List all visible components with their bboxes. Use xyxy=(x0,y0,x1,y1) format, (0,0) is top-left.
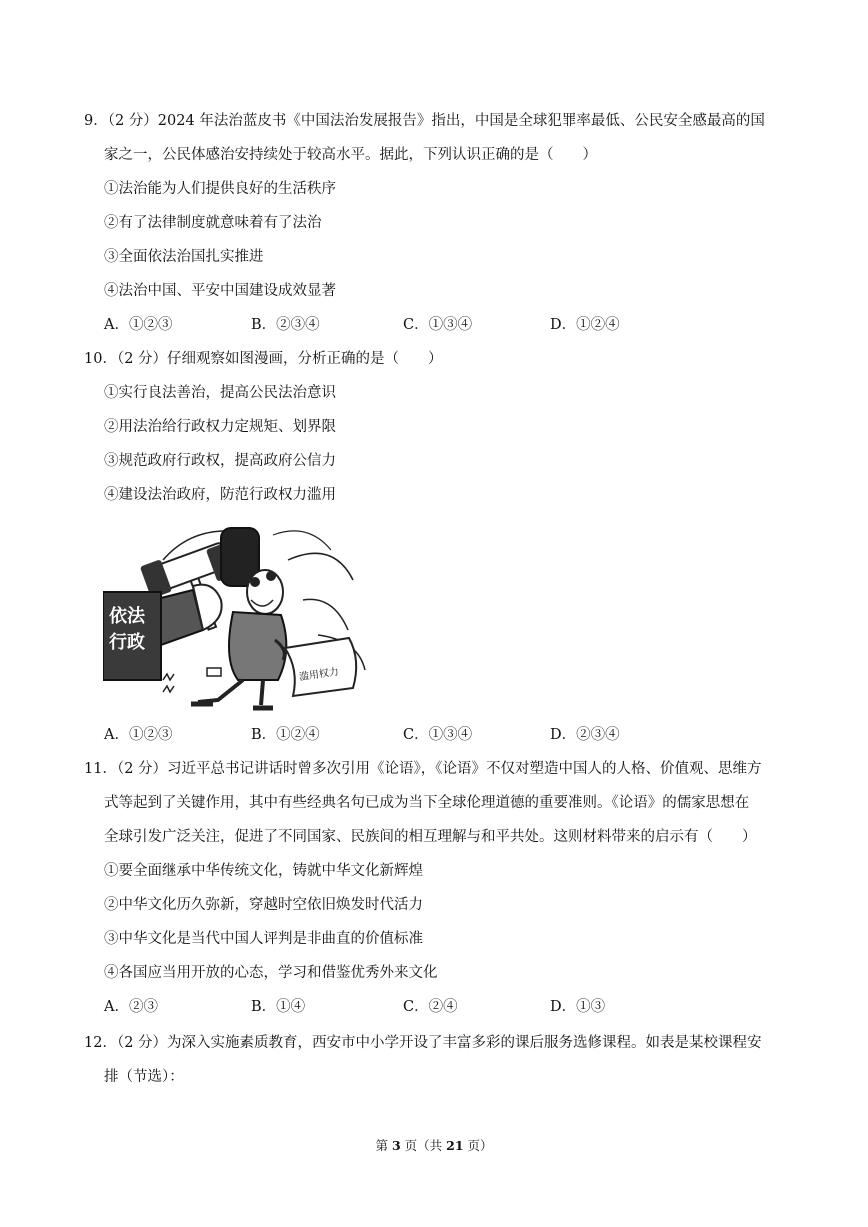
option-statement: ③中华文化是当代中国人评判是非曲直的价值标准 xyxy=(104,931,423,947)
footer-page-number: 3 xyxy=(391,1138,401,1153)
option-statement: ②中华文化历久弥新，穿越时空依旧焕发时代活力 xyxy=(104,897,423,913)
question-stem-line: 12．（2 分）为深入实施素质教育，西安市中小学开设了丰富多彩的课后服务选修课程。如表是某校课程安 xyxy=(84,1035,762,1051)
choice-b[interactable]: B．①④ xyxy=(251,999,306,1015)
footer-middle: 页（共 xyxy=(400,1138,447,1153)
choice-c[interactable]: C．②④ xyxy=(403,999,458,1015)
option-statement: ①法治能为人们提供良好的生活秩序 xyxy=(104,181,336,197)
question-stem-line: 11．（2 分）习近平总书记讲话时曾多次引用《论语》，《论语》不仅对塑造中国人的人格、价值观、思维方 xyxy=(84,761,762,777)
answer-choices xyxy=(84,308,786,342)
option-statement: ④建设法治政府，防范行政权力滥用 xyxy=(104,487,336,503)
choice-d[interactable]: D．①③ xyxy=(550,999,606,1015)
option-statement: ④各国应当用开放的心态，学习和借鉴优秀外来文化 xyxy=(104,965,438,981)
question-10-choices xyxy=(84,718,786,752)
option-statement: ③全面依法治国扎实推进 xyxy=(104,249,264,265)
question-stem-line: 家之一，公民体感治安持续处于较高水平。据此，下列认识正确的是（ ） xyxy=(104,147,597,163)
answer-choices xyxy=(84,718,786,752)
footer-suffix: 页） xyxy=(463,1138,493,1153)
choice-b[interactable]: B．②③④ xyxy=(251,317,320,333)
choice-d[interactable]: D．②③④ xyxy=(550,727,620,743)
question-12 xyxy=(84,1026,786,1094)
question-9 xyxy=(84,104,786,342)
cartoon-sign-text: 行政 xyxy=(109,632,145,653)
question-11 xyxy=(84,752,786,1024)
question-stem-line: 9．（2 分）2024 年法治蓝皮书《中国法治发展报告》指出，中国是全球犯罪率最低、公民安全感最高的国 xyxy=(84,113,765,129)
choice-c[interactable]: C．①③④ xyxy=(403,317,473,333)
cartoon-paper-text: 滥用权力 xyxy=(298,666,340,684)
cartoon-sign-text: 依法 xyxy=(109,606,145,627)
choice-a[interactable]: A．①②③ xyxy=(104,317,173,333)
question-stem-line: 式等起到了关键作用，其中有些经典名句已成为当下全球伦理道德的重要准则。《论语》的儒家思想在 xyxy=(104,795,750,811)
page-footer xyxy=(0,1136,868,1154)
answer-choices xyxy=(84,990,786,1024)
choice-c[interactable]: C．①③④ xyxy=(403,727,473,743)
footer-prefix: 第 xyxy=(375,1138,392,1153)
question-stem-line: 排（节选）： xyxy=(104,1069,184,1085)
choice-a[interactable]: A．②③ xyxy=(104,999,158,1015)
choice-d[interactable]: D．①②④ xyxy=(550,317,620,333)
choice-a[interactable]: A．①②③ xyxy=(104,727,173,743)
choice-b[interactable]: B．①②④ xyxy=(251,727,320,743)
option-statement: ①要全面继承中华传统文化，铸就中华文化新辉煌 xyxy=(104,863,423,879)
option-statement: ②有了法律制度就意味着有了法治 xyxy=(104,215,322,231)
question-10 xyxy=(84,342,786,512)
option-statement: ④法治中国、平安中国建设成效显著 xyxy=(104,283,336,299)
cartoon-image xyxy=(103,520,373,712)
question-stem-line: 全球引发广泛关注，促进了不同国家、民族间的相互理解与和平共处。这则材料带来的启示有（ ） xyxy=(104,829,757,845)
option-statement: ①实行良法善治，提高公民法治意识 xyxy=(104,385,336,401)
option-statement: ③规范政府行政权，提高政府公信力 xyxy=(104,453,336,469)
footer-total-pages: 21 xyxy=(446,1138,464,1153)
option-statement: ②用法治给行政权力定规矩、划界限 xyxy=(104,419,336,435)
question-stem-line: 10．（2 分）仔细观察如图漫画，分析正确的是（ ） xyxy=(84,351,443,367)
